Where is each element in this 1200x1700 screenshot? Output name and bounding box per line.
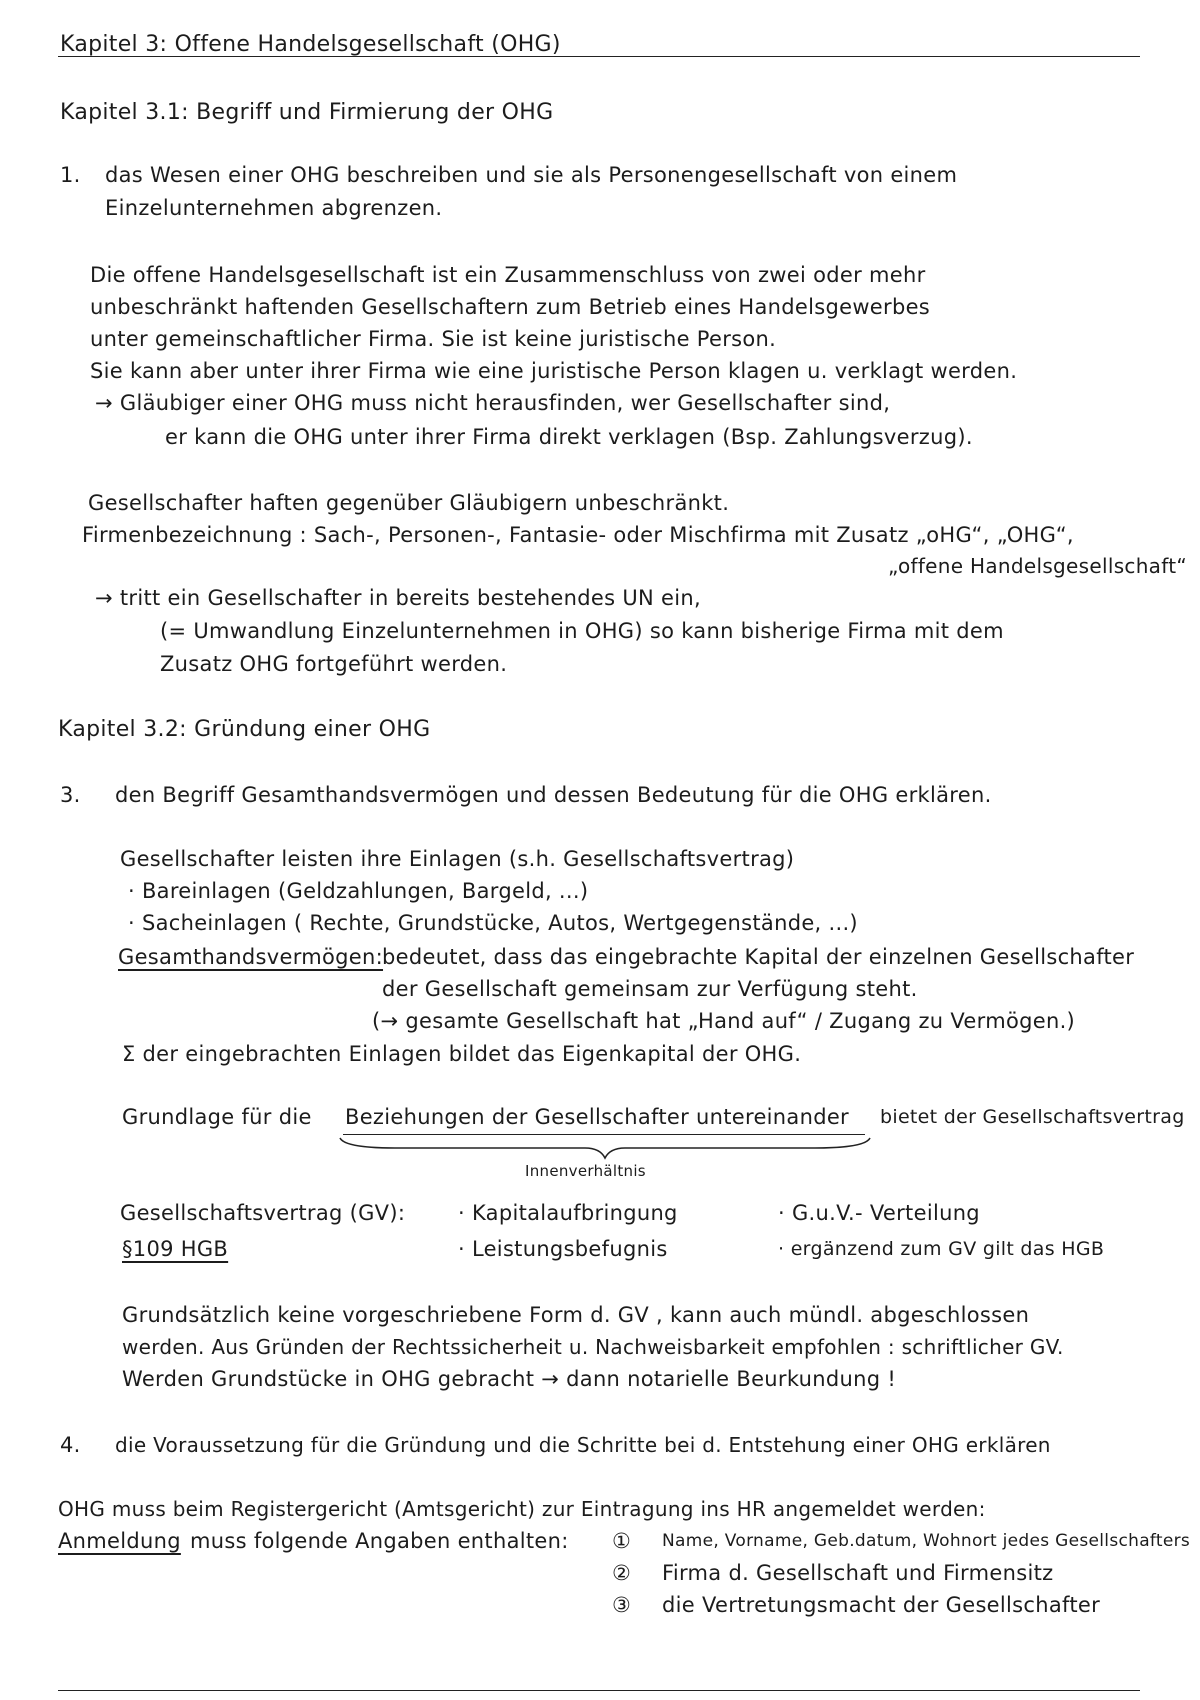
form-line: Werden Grundstücke in OHG gebracht → dann notarielle Beurkundung ! xyxy=(122,1367,897,1391)
innenverhaeltnis-brace xyxy=(335,1136,875,1160)
einlagen-item: · Bareinlagen (Geldzahlungen, Bargeld, ...) xyxy=(128,879,589,903)
gesamthand-note: (→ gesamte Gesellschaft hat „Hand auf“ / Zugang zu Vermögen.) xyxy=(372,1009,1076,1033)
vertrag-item-text: ergänzend zum GV gilt das HGB xyxy=(790,1238,1105,1260)
anmeldung-item-text: die Vertretungsmacht der Gesellschafter xyxy=(662,1593,1101,1617)
anmeldung-item-text: Firma d. Gesellschaft und Firmensitz xyxy=(662,1561,1054,1585)
section-heading-3-2: Kapitel 3.2: Gründung einer OHG xyxy=(58,717,431,742)
task-number-4: 4. xyxy=(60,1433,81,1457)
einlagen-intro: Gesellschafter leisten ihre Einlagen (s.h. Gesellschaftsvertrag) xyxy=(120,847,795,871)
vertrag-item: · ergänzend zum GV gilt das HGB xyxy=(778,1238,1105,1260)
anmeldung-item-text: Name, Vorname, Geb.datum, Wohnort jedes Gesellschafters xyxy=(662,1531,1191,1551)
page-title: Kapitel 3: Offene Handelsgesellschaft (OHG) xyxy=(60,32,561,57)
anmeldung-item-number: ② xyxy=(612,1561,632,1585)
vertrag-label: Gesellschaftsvertrag (GV): xyxy=(120,1201,406,1225)
vertrag-item-text: Kapitalaufbringung xyxy=(471,1201,678,1225)
vertrag-item: · Leistungsbefugnis xyxy=(458,1237,668,1261)
anmeldung-line-rest: muss folgende Angaben enthalten: xyxy=(190,1529,569,1553)
innenverhaeltnis-label: Innenverhältnis xyxy=(525,1162,646,1180)
firm-name-line: Firmenbezeichnung : Sach-, Personen-, Fantasie- oder Mischfirma mit Zusatz „oHG“, „OHG“, xyxy=(82,523,1074,547)
entry-line: (= Umwandlung Einzelunternehmen in OHG) so kann bisherige Firma mit dem xyxy=(160,619,1004,643)
gesamthand-definition: der Gesellschaft gemeinsam zur Verfügung steht. xyxy=(382,977,918,1001)
task-4-text: die Voraussetzung für die Gründung und die Schritte bei d. Entstehung einer OHG erklären xyxy=(115,1433,1051,1457)
ohg-definition-line: → Gläubiger einer OHG muss nicht herausfinden, wer Gesellschafter sind, xyxy=(95,391,891,415)
gesamthand-term: Gesamthandsvermögen: xyxy=(118,945,384,969)
vertrag-item-text: Leistungsbefugnis xyxy=(471,1237,668,1261)
entry-line: Zusatz OHG fortgeführt werden. xyxy=(160,652,508,676)
ohg-definition-line: er kann die OHG unter ihrer Firma direkt verklagen (Bsp. Zahlungsverzug). xyxy=(165,425,973,449)
vertrag-paragraph: §109 HGB xyxy=(122,1237,229,1261)
task-3-text: den Begriff Gesamthandsvermögen und dessen Bedeutung für die OHG erklären. xyxy=(115,783,992,807)
task-1-line-1: das Wesen einer OHG beschreiben und sie als Personengesellschaft von einem xyxy=(105,163,958,187)
grundlage-pre: Grundlage für die xyxy=(122,1105,312,1129)
gesamthand-definition: bedeutet, dass das eingebrachte Kapital der einzelnen Gesellschafter xyxy=(382,945,1135,969)
grundlage-underline xyxy=(343,1134,865,1135)
vertrag-item: · G.u.V.- Verteilung xyxy=(778,1201,980,1225)
header-rule xyxy=(58,56,1140,57)
vertrag-item: · Kapitalaufbringung xyxy=(458,1201,678,1225)
form-line: werden. Aus Gründen der Rechtssicherheit u. Nachweisbarkeit empfohlen : schriftlicher GV. xyxy=(122,1335,1064,1359)
ohg-definition-line: Sie kann aber unter ihrer Firma wie eine juristische Person klagen u. verklagt werden. xyxy=(90,359,1018,383)
anmeldung-line: OHG muss beim Registergericht (Amtsgericht) zur Eintragung ins HR angemeldet werden: xyxy=(58,1497,986,1521)
anmeldung-item-number: ① xyxy=(612,1529,632,1553)
entry-line: → tritt ein Gesellschafter in bereits bestehendes UN ein, xyxy=(95,586,701,610)
einlagen-item: · Sacheinlagen ( Rechte, Grundstücke, Autos, Wertgegenstände, ...) xyxy=(128,911,858,935)
section-heading-3-1: Kapitel 3.1: Begriff und Firmierung der OHG xyxy=(60,100,554,125)
ohg-definition-line: Die offene Handelsgesellschaft ist ein Zusammenschluss von zwei oder mehr xyxy=(90,263,926,287)
vertrag-item-text: G.u.V.- Verteilung xyxy=(791,1201,980,1225)
eigenkapital-line: Σ der eingebrachten Einlagen bildet das Eigenkapital der OHG. xyxy=(122,1042,802,1066)
einlagen-item-text: Bareinlagen (Geldzahlungen, Bargeld, ...) xyxy=(141,879,589,903)
task-number-3: 3. xyxy=(60,783,81,807)
einlagen-item-text: Sacheinlagen ( Rechte, Grundstücke, Autos, Wertgegenstände, ...) xyxy=(141,911,858,935)
liability-line: Gesellschafter haften gegenüber Gläubigern unbeschränkt. xyxy=(88,491,730,515)
ohg-definition-line: unter gemeinschaftlicher Firma. Sie ist keine juristische Person. xyxy=(90,327,777,351)
task-1-line-2: Einzelunternehmen abgrenzen. xyxy=(105,196,443,220)
anmeldung-term: Anmeldung xyxy=(58,1529,181,1553)
grundlage-post: bietet der Gesellschaftsvertrag xyxy=(880,1106,1185,1128)
task-number-1: 1. xyxy=(60,163,81,187)
form-line: Grundsätzlich keine vorgeschriebene Form d. GV , kann auch mündl. abgeschlossen xyxy=(122,1303,1030,1327)
ohg-definition-line: unbeschränkt haftenden Gesellschaftern zum Betrieb eines Handelsgewerbes xyxy=(90,295,931,319)
grundlage-underlined: Beziehungen der Gesellschafter untereinander xyxy=(345,1105,849,1129)
anmeldung-item-number: ③ xyxy=(612,1593,632,1617)
firm-name-suffix: „offene Handelsgesellschaft“ xyxy=(888,554,1188,578)
footer-rule xyxy=(58,1690,1140,1691)
